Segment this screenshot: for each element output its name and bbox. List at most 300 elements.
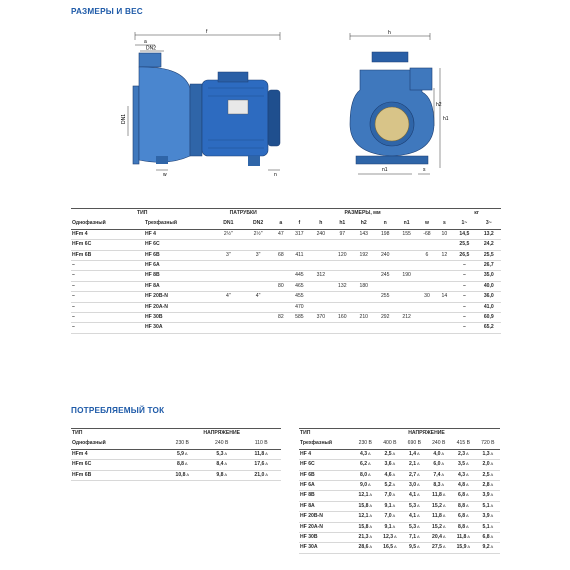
- dims-row-cell: [289, 240, 310, 250]
- cur3-row-cell: [426, 449, 451, 459]
- cur3-row-cell: [451, 501, 476, 511]
- cur3-row-cell: [378, 512, 403, 522]
- current-value: 8,4: [216, 461, 224, 468]
- cur3-row-cell: [451, 522, 476, 532]
- cur1-row-cell: [241, 460, 281, 470]
- unit-label: A: [391, 492, 396, 498]
- dims-row-cell: [243, 302, 273, 312]
- dims-row-cell: [437, 323, 453, 333]
- dims-row-cell: 465: [289, 281, 310, 291]
- cur3-row-cell: [451, 491, 476, 501]
- unit-label: A: [223, 471, 228, 477]
- dims-row-cell: -68: [417, 229, 436, 239]
- cur3-row-cell: [476, 470, 500, 480]
- cur3-row-cell: [353, 522, 378, 532]
- dims-row-cell: 14,5: [452, 229, 476, 239]
- unit-label: A: [466, 544, 471, 550]
- dims-row-cell: 180: [353, 281, 374, 291]
- pump-front-view-drawing: [330, 28, 460, 178]
- unit-label: A: [391, 502, 396, 508]
- unit-label: A: [489, 534, 494, 540]
- dims-row-cell: [417, 312, 436, 322]
- dims-row-cell: 455: [289, 292, 310, 302]
- dims-row-cell: –: [71, 281, 144, 291]
- dims-row-cell: HF 30B: [144, 312, 214, 322]
- current-value: 2,5: [482, 471, 490, 478]
- current-value: 8,3: [433, 482, 441, 489]
- unit-label: A: [367, 461, 371, 467]
- dims-col-f: f: [298, 220, 301, 227]
- unit-label: A: [367, 482, 371, 488]
- cur1-row-cell: HFm 6C: [71, 460, 162, 470]
- cur3-row-cell: HF 6B: [299, 470, 353, 480]
- dims-row-cell: 35,0: [477, 271, 501, 281]
- cur3-row-cell: HF 20A-N: [299, 522, 353, 532]
- unit-label: A: [368, 513, 373, 519]
- unit-label: A: [368, 492, 373, 498]
- cur3-row-cell: [378, 532, 403, 542]
- current-value: 21,0: [254, 471, 265, 478]
- unit-label: A: [264, 450, 268, 456]
- cur3-row-cell: [451, 480, 476, 490]
- current-value: 9,1: [384, 523, 392, 530]
- current-value: 2,1: [408, 461, 417, 468]
- cur3-row-cell: [426, 491, 451, 501]
- unit-label: A: [465, 492, 469, 498]
- cur3-row-cell: [476, 480, 500, 490]
- dims-row-cell: [332, 302, 353, 312]
- current-value: 5,1: [482, 523, 490, 530]
- unit-label: A: [465, 482, 469, 488]
- cur1-row: [71, 470, 281, 480]
- current-value: 21,3: [358, 534, 369, 541]
- dims-row-cell: [417, 302, 436, 312]
- dims-row-cell: 585: [289, 312, 310, 322]
- dims-row-cell: [374, 281, 395, 291]
- current-single-phase-table: [71, 428, 281, 481]
- cur3-head-voltage: НАПРЯЖЕНИЕ: [408, 430, 445, 437]
- dims-row-cell: [310, 292, 331, 302]
- dims-col-dn2: DN2: [252, 220, 264, 227]
- cur3-row: [299, 522, 500, 532]
- unit-label: A: [441, 502, 446, 508]
- dims-row-cell: HF 8B: [144, 271, 214, 281]
- label-n: n: [274, 172, 277, 178]
- unit-label: A: [416, 523, 420, 529]
- dims-row-cell: [310, 281, 331, 291]
- dims-row-cell: –: [452, 302, 476, 312]
- label-dn1: DN1: [121, 113, 127, 124]
- current-value: 11,8: [432, 513, 442, 520]
- dims-row-cell: [353, 323, 374, 333]
- unit-label: A: [441, 544, 446, 550]
- dims-row-cell: [374, 323, 395, 333]
- current-value: 4,1: [408, 513, 417, 520]
- cur3-row-cell: HF 8A: [299, 501, 353, 511]
- cur3-row-cell: [426, 460, 451, 470]
- cur3-row-cell: [353, 480, 378, 490]
- dims-row-cell: HF 8A: [144, 281, 214, 291]
- dims-row: [71, 229, 501, 239]
- unit-label: A: [465, 513, 469, 519]
- cur3-row-cell: [378, 501, 403, 511]
- dims-row-cell: [243, 281, 273, 291]
- dims-row-cell: 80: [273, 281, 289, 291]
- dims-row-cell: [353, 240, 374, 250]
- current-value: 20,4: [432, 534, 442, 541]
- dims-row-cell: 192: [353, 250, 374, 260]
- cur1-row-cell: [241, 470, 281, 480]
- dims-row-cell: [374, 260, 395, 270]
- current-value: 12,1: [358, 513, 369, 520]
- unit-label: A: [367, 471, 371, 477]
- unit-label: A: [440, 471, 445, 477]
- dims-row-cell: 317: [289, 229, 310, 239]
- dims-head-type: ТИП: [137, 210, 148, 217]
- dims-row-cell: [243, 240, 273, 250]
- dims-row-cell: 2½": [243, 229, 273, 239]
- unit-label: A: [416, 450, 420, 456]
- unit-label: A: [416, 471, 420, 477]
- current-value: 3,5: [458, 461, 466, 468]
- dims-row-cell: HF 6C: [144, 240, 214, 250]
- cur1-row-cell: HFm 4: [71, 449, 162, 459]
- current-value: 5,1: [482, 502, 490, 509]
- unit-label: A: [441, 523, 446, 529]
- dims-row-cell: [273, 323, 289, 333]
- cur3-row-cell: [353, 532, 378, 542]
- label-h1: h1: [443, 116, 449, 122]
- cur3-row-cell: [402, 460, 426, 470]
- cur3-row-cell: [353, 512, 378, 522]
- current-value: 4,8: [458, 482, 466, 489]
- dims-row: [71, 281, 501, 291]
- unit-label: A: [367, 450, 371, 456]
- dims-row-cell: –: [71, 271, 144, 281]
- dims-row-cell: 160: [332, 312, 353, 322]
- section-title-current: ПОТРЕБЛЯЕМЫЙ ТОК: [71, 406, 165, 415]
- cur3-row-cell: HF 6C: [299, 460, 353, 470]
- cur3-row-cell: [451, 460, 476, 470]
- current-value: 12,3: [383, 534, 394, 541]
- unit-label: A: [264, 461, 268, 467]
- dims-row-cell: 97: [332, 229, 353, 239]
- dims-row-cell: –: [71, 323, 144, 333]
- dims-row-cell: [310, 240, 331, 250]
- cur3-row: [299, 480, 500, 490]
- unit-label: A: [368, 534, 373, 540]
- unit-label: A: [465, 471, 469, 477]
- current-value: 4,1: [408, 492, 417, 499]
- dims-row-cell: [310, 323, 331, 333]
- dims-row-cell: [353, 260, 374, 270]
- current-value: 11,8: [432, 492, 442, 499]
- dims-row-cell: [332, 292, 353, 302]
- unit-label: A: [185, 471, 189, 477]
- dims-head-kg: кг: [474, 210, 479, 217]
- dims-row-cell: [396, 292, 417, 302]
- cur3-row-cell: [402, 532, 426, 542]
- dims-row-cell: 26,5: [452, 250, 476, 260]
- cur1-row-cell: [202, 460, 241, 470]
- dims-row-cell: 24,2: [477, 240, 501, 250]
- dims-row-cell: 82: [273, 312, 289, 322]
- current-value: 8,8: [458, 502, 466, 509]
- unit-label: A: [391, 461, 396, 467]
- cur3-row-cell: [353, 470, 378, 480]
- dims-row-cell: [273, 240, 289, 250]
- current-value: 28,6: [358, 544, 369, 551]
- current-value: 2,8: [482, 482, 490, 489]
- cur3-row-cell: [378, 480, 403, 490]
- dims-row-cell: HF 6B: [144, 250, 214, 260]
- dimensions-table: [71, 208, 501, 334]
- cur3-col-720: 720 В: [481, 440, 495, 447]
- current-value: 5,9: [176, 450, 185, 457]
- dims-row-cell: [332, 271, 353, 281]
- dims-row-cell: –: [452, 281, 476, 291]
- current-value: 2,3: [458, 450, 466, 457]
- dims-row-cell: 240: [374, 250, 395, 260]
- dims-col-n: n: [383, 220, 387, 227]
- dims-row-cell: 292: [374, 312, 395, 322]
- current-value: 4,0: [433, 450, 441, 457]
- cur3-col-240: 240 В: [432, 440, 446, 447]
- dims-row-cell: HF 30A: [144, 323, 214, 333]
- dims-row-cell: 25,5: [452, 240, 476, 250]
- label-dn2: DN2: [146, 45, 157, 52]
- current-value: 11,8: [254, 450, 265, 457]
- cur3-row-cell: [402, 470, 426, 480]
- unit-label: A: [368, 523, 373, 529]
- cur3-row: [299, 543, 500, 553]
- dims-row-cell: [353, 302, 374, 312]
- unit-label: A: [416, 502, 420, 508]
- dims-row-cell: [273, 292, 289, 302]
- current-value: 27,5: [432, 544, 442, 551]
- unit-label: A: [440, 450, 445, 456]
- cur3-row-cell: [476, 460, 500, 470]
- cur3-row-cell: [402, 522, 426, 532]
- dims-row-cell: 12: [437, 250, 453, 260]
- dims-row-cell: 190: [396, 271, 417, 281]
- unit-label: A: [416, 544, 420, 550]
- label-w: w: [163, 172, 167, 178]
- dims-row-cell: [437, 240, 453, 250]
- dims-row-cell: 132: [332, 281, 353, 291]
- unit-label: A: [489, 482, 494, 488]
- cur3-row-cell: [426, 480, 451, 490]
- current-value: 6,8: [458, 513, 466, 520]
- cur3-row-cell: HF 8B: [299, 491, 353, 501]
- unit-label: A: [466, 534, 470, 540]
- cur3-row-cell: [451, 449, 476, 459]
- dims-row-cell: HF 6A: [144, 260, 214, 270]
- unit-label: A: [465, 502, 469, 508]
- dims-row-cell: 6: [417, 250, 436, 260]
- dims-row-cell: 143: [353, 229, 374, 239]
- current-value: 3,9: [482, 513, 490, 520]
- dims-row-cell: 3": [213, 250, 243, 260]
- unit-label: A: [465, 450, 469, 456]
- cur3-row-cell: [451, 532, 476, 542]
- unit-label: A: [391, 513, 396, 519]
- cur3-row-cell: [353, 460, 378, 470]
- unit-label: A: [393, 534, 397, 540]
- label-a: a: [144, 39, 147, 45]
- dims-row-cell: [243, 312, 273, 322]
- cur3-row-cell: [426, 543, 451, 553]
- current-value: 4,3: [458, 471, 466, 478]
- cur3-row-cell: [426, 532, 451, 542]
- dims-row-cell: 312: [310, 271, 331, 281]
- label-n1: n1: [382, 167, 388, 173]
- cur1-col-240: 240 В: [215, 440, 229, 447]
- dims-row-cell: –: [452, 271, 476, 281]
- current-value: 9,5: [408, 544, 417, 551]
- unit-label: A: [391, 450, 396, 456]
- cur3-row-cell: [353, 491, 378, 501]
- dims-row-cell: –: [452, 292, 476, 302]
- pump-side-view-drawing: [108, 28, 308, 178]
- dims-row-cell: HF 20B-N: [144, 292, 214, 302]
- current-value: 2,5: [384, 450, 392, 457]
- unit-label: A: [391, 523, 396, 529]
- dims-row-cell: [310, 250, 331, 260]
- current-value: 2,0: [482, 461, 490, 468]
- cur3-row-cell: [378, 522, 403, 532]
- cur1-row-cell: [162, 460, 202, 470]
- dims-row-cell: –: [71, 260, 144, 270]
- dims-row-cell: 65,2: [477, 323, 501, 333]
- dims-row: [71, 312, 501, 322]
- unit-label: A: [391, 471, 396, 477]
- cur3-col-415: 415 В: [456, 440, 470, 447]
- dims-row-cell: [396, 260, 417, 270]
- dims-row-cell: [213, 323, 243, 333]
- current-value: 5,3: [216, 450, 224, 457]
- dims-row-cell: –: [452, 312, 476, 322]
- dims-row-cell: [213, 240, 243, 250]
- dims-row-cell: 13,2: [477, 229, 501, 239]
- dims-row-cell: [437, 271, 453, 281]
- dims-row-cell: [273, 271, 289, 281]
- cur3-row-cell: HF 30A: [299, 543, 353, 553]
- cur3-row-cell: [353, 501, 378, 511]
- current-value: 7,0: [384, 513, 392, 520]
- cur1-head-type: ТИП: [72, 430, 83, 437]
- section-title-dimensions: РАЗМЕРЫ И ВЕС: [71, 7, 143, 16]
- dims-col-w: w: [424, 220, 429, 227]
- current-value: 12,1: [358, 492, 369, 499]
- cur3-col-690: 690 В: [407, 440, 421, 447]
- cur3-row-cell: HF 4: [299, 449, 353, 459]
- current-value: 8,0: [359, 471, 368, 478]
- dims-row-cell: [213, 260, 243, 270]
- dims-row-cell: [213, 312, 243, 322]
- dims-row: [71, 271, 501, 281]
- dims-row-cell: 210: [353, 312, 374, 322]
- dims-row-cell: [310, 302, 331, 312]
- unit-label: A: [489, 502, 494, 508]
- current-value: 10,8: [175, 471, 186, 478]
- cur3-row-cell: [426, 501, 451, 511]
- current-value: 6,0: [433, 461, 441, 468]
- unit-label: A: [441, 492, 446, 498]
- dims-row-cell: [353, 292, 374, 302]
- dims-row-cell: 3": [243, 250, 273, 260]
- unit-label: A: [184, 450, 188, 456]
- cur3-row-cell: [378, 543, 403, 553]
- dims-row: [71, 260, 501, 270]
- cur3-row-cell: [402, 449, 426, 459]
- current-value: 4,3: [359, 450, 368, 457]
- cur1-head-voltage: НАПРЯЖЕНИЕ: [203, 430, 241, 437]
- cur3-row: [299, 449, 500, 459]
- cur3-row-cell: [402, 491, 426, 501]
- current-value: 1,3: [482, 450, 490, 457]
- cur3-col-400: 400 В: [383, 440, 397, 447]
- dims-row-cell: HFm 6C: [71, 240, 144, 250]
- dims-row-cell: 2½": [213, 229, 243, 239]
- cur1-col-110: 110 В: [254, 440, 268, 447]
- cur3-row-cell: [451, 470, 476, 480]
- dims-row-cell: 47: [273, 229, 289, 239]
- dims-row-cell: [437, 302, 453, 312]
- dims-row: [71, 240, 501, 250]
- cur3-row-cell: [353, 543, 378, 553]
- current-value: 15,9: [456, 544, 467, 551]
- unit-label: A: [489, 523, 494, 529]
- dims-row-cell: 198: [374, 229, 395, 239]
- cur3-row-cell: HF 6A: [299, 480, 353, 490]
- dims-col-dn1: DN1: [223, 220, 234, 227]
- dims-row-cell: 120: [332, 250, 353, 260]
- unit-label: A: [264, 471, 268, 477]
- dims-head-sizes: РАЗМЕРЫ, мм: [344, 210, 381, 217]
- cur3-row: [299, 470, 500, 480]
- cur1-row-cell: [162, 470, 202, 480]
- dims-row-cell: –: [71, 302, 144, 312]
- dims-row-cell: –: [452, 260, 476, 270]
- dims-row: [71, 302, 501, 312]
- cur1-row-cell: [162, 449, 202, 459]
- dims-col-kg-3ph: 3~: [485, 220, 492, 227]
- cur3-row-cell: [426, 512, 451, 522]
- dims-row-cell: 41,0: [477, 302, 501, 312]
- current-value: 7,4: [433, 471, 441, 478]
- label-f: f: [206, 29, 208, 35]
- dims-row-cell: [437, 312, 453, 322]
- current-value: 15,8: [358, 502, 369, 509]
- dims-row-cell: [273, 260, 289, 270]
- label-s: s: [423, 167, 426, 173]
- dims-row-cell: [213, 271, 243, 281]
- cur3-col-three: Трехфазный: [300, 440, 333, 447]
- current-value: 9,2: [482, 544, 490, 551]
- unit-label: A: [489, 544, 494, 550]
- unit-label: A: [489, 492, 494, 498]
- unit-label: A: [223, 461, 228, 467]
- unit-label: A: [416, 534, 420, 540]
- dims-row-cell: [437, 281, 453, 291]
- current-value: 3,0: [408, 482, 417, 489]
- dims-row-cell: [417, 281, 436, 291]
- cur3-row-cell: [476, 532, 500, 542]
- dims-row-cell: [332, 240, 353, 250]
- cur3-row-cell: [402, 480, 426, 490]
- cur1-col-single: Однофазный: [72, 440, 106, 447]
